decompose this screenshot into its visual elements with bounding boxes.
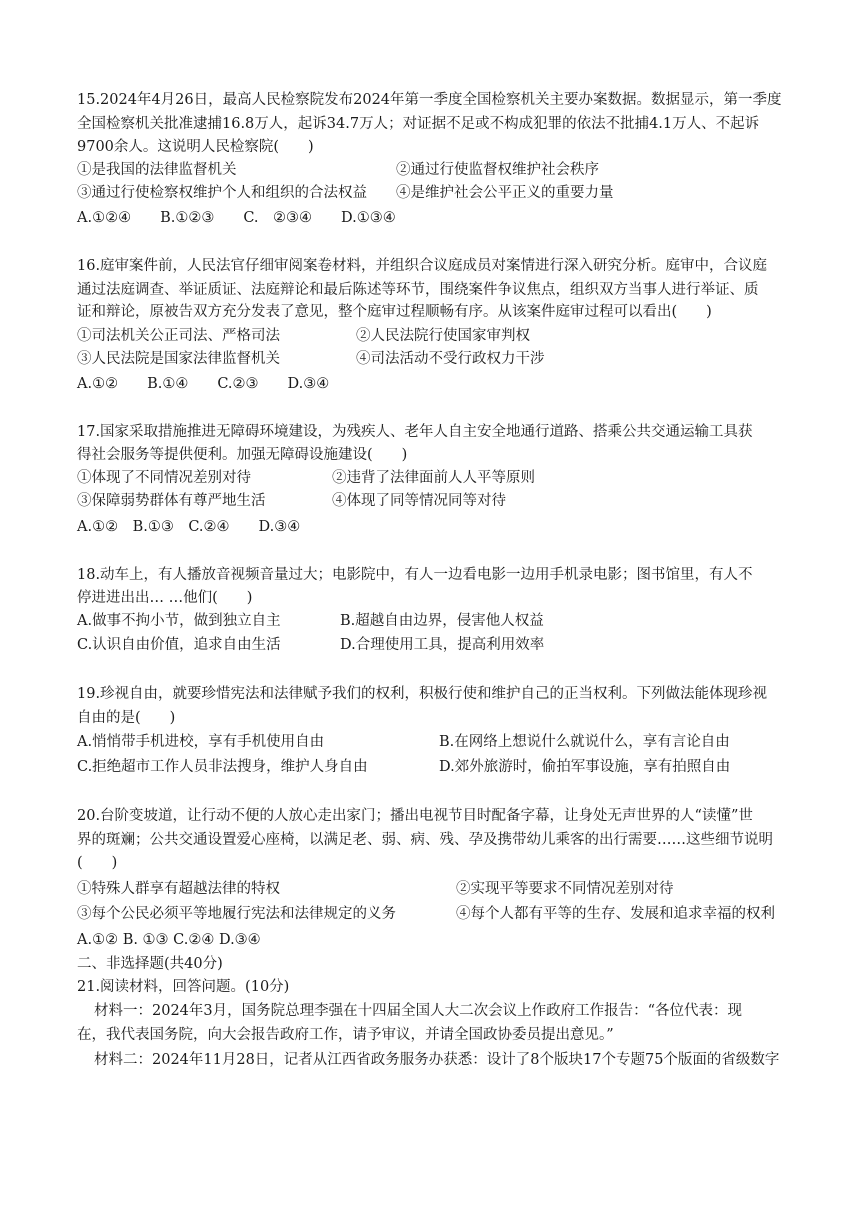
q20-option-2: ②实现平等要求不同情况差别对待 [456, 881, 674, 897]
q15-option-4: ④是维护社会公平正义的重要力量 [396, 185, 614, 201]
q21-prompt: 21.阅读材料，回答问题。(10分) [77, 979, 290, 995]
q16-stem-line-2: 通过法庭调查、举证质证、法庭辩论和最后陈述等环节，围绕案件争议焦点，组织双方当事人进行举证、质 [77, 282, 759, 298]
q20-option-1: ①特殊人群享有超越法律的特权 [77, 881, 280, 897]
q17-answer-choices: A.①② B.①③ C.②④ D.③④ [77, 519, 301, 535]
q20-option-4: ④每个人都有平等的生存、发展和追求幸福的权利 [456, 906, 775, 922]
q21-material-1-line-2: 在，我代表国务院，向大会报告政府工作，请予审议，并请全国政协委员提出意见。” [77, 1027, 614, 1043]
q20-stem-line-2: 界的斑斓；公共交通设置爱心座椅，以满足老、弱、病、残、孕及携带幼儿乘客的出行需要……这些细节说明 [77, 832, 773, 848]
q20-stem-line-1: 20.台阶变坡道，让行动不便的人放心走出家门；播出电视节目时配备字幕，让身处无声世界的人“读懂”世 [77, 808, 753, 824]
q16-stem-line-3: 证和辩论，原被告双方充分发表了意见，整个庭审过程顺畅有序。从该案件庭审过程可以看出( ) [77, 304, 712, 320]
q17-stem-line-2: 得社会服务等提供便利。加强无障碍设施建设( ) [77, 447, 408, 463]
q15-answer-choices: A.①②④ B.①②③ C. ②③④ D.①③④ [77, 210, 396, 226]
q15-option-2: ②通过行使监督权维护社会秩序 [396, 162, 599, 178]
q17-stem-line-1: 17.国家采取措施推进无障碍环境建设，为残疾人、老年人自主安全地通行道路、搭乘公共交通运输工具获 [77, 424, 753, 440]
q16-option-4: ④司法活动不受行政权力干涉 [356, 351, 545, 367]
q19-stem-line-1: 19.珍视自由，就要珍惜宪法和法律赋予我们的权利，积极行使和维护自己的正当权利。下列做法能体现珍视 [77, 686, 768, 702]
q19-option-a: A.悄悄带手机进校，享有手机使用自由 [77, 734, 325, 750]
q16-option-2: ②人民法院行使国家审判权 [356, 328, 530, 344]
q15-stem-line-2: 全国检察机关批准逮捕16.8万人，起诉34.7万人；对证据不足或不构成犯罪的依法不批捕4.1万人、不起诉 [77, 116, 760, 132]
q21-material-2-line-1: 材料二：2024年11月28日，记者从江西省政务服务办获悉：设计了8个版块17个专题75个版面的省级数字 [94, 1052, 780, 1068]
q18-option-b: B.超越自由边界，侵害他人权益 [340, 613, 544, 629]
q17-option-2: ②违背了法律面前人人平等原则 [332, 470, 535, 486]
section-2-title: 二、非选择题(共40分) [77, 956, 223, 972]
q16-stem-line-1: 16.庭审案件前，人民法官仔细审阅案卷材料，并组织合议庭成员对案情进行深入研究分析。庭审中，合议庭 [77, 258, 768, 274]
q18-stem-line-2: 停进进出出… …他们( ) [77, 590, 253, 606]
q21-material-1-line-1: 材料一：2024年3月，国务院总理李强在十四届全国人大二次会议上作政府工作报告：“各位代表：现 [94, 1003, 743, 1019]
q19-option-b: B.在网络上想说什么就说什么，享有言论自由 [439, 734, 730, 750]
q15-stem-line-3: 9700余人。这说明人民检察院( ) [77, 139, 314, 155]
q17-option-4: ④体现了同等情况同等对待 [332, 493, 506, 509]
q18-option-a: A.做事不拘小节，做到独立自主 [77, 613, 281, 629]
q17-option-3: ③保障弱势群体有尊严地生活 [77, 493, 266, 509]
q18-option-c: C.认识自由价值，追求自由生活 [77, 637, 281, 653]
q20-answer-choices: A.①② B. ①③ C.②④ D.③④ [77, 932, 261, 948]
q19-option-d: D.郊外旅游时，偷拍军事设施，享有拍照自由 [439, 759, 731, 775]
q15-option-1: ①是我国的法律监督机关 [77, 162, 237, 178]
q20-option-3: ③每个公民必须平等地履行宪法和法律规定的义务 [77, 906, 396, 922]
q16-option-1: ①司法机关公正司法、严格司法 [77, 328, 280, 344]
q18-stem-line-1: 18.动车上，有人播放音视频音量过大；电影院中，有人一边看电影一边用手机录电影；图书馆里，有人不 [77, 567, 753, 583]
q16-answer-choices: A.①② B.①④ C.②③ D.③④ [77, 376, 330, 392]
q19-option-c: C.拒绝超市工作人员非法搜身，维护人身自由 [77, 759, 368, 775]
q17-option-1: ①体现了不同情况差别对待 [77, 470, 251, 486]
q20-stem-line-3: ( ) [77, 855, 118, 871]
q15-stem-line-1: 15.2024年4月26日，最高人民检察院发布2024年第一季度全国检察机关主要办案数据。数据显示，第一季度 [77, 92, 782, 108]
q18-option-d: D.合理使用工具，提高利用效率 [340, 637, 545, 653]
q15-option-3: ③通过行使检察权维护个人和组织的合法权益 [77, 185, 367, 201]
q16-option-3: ③人民法院是国家法律监督机关 [77, 351, 280, 367]
q19-stem-line-2: 自由的是( ) [77, 710, 176, 726]
